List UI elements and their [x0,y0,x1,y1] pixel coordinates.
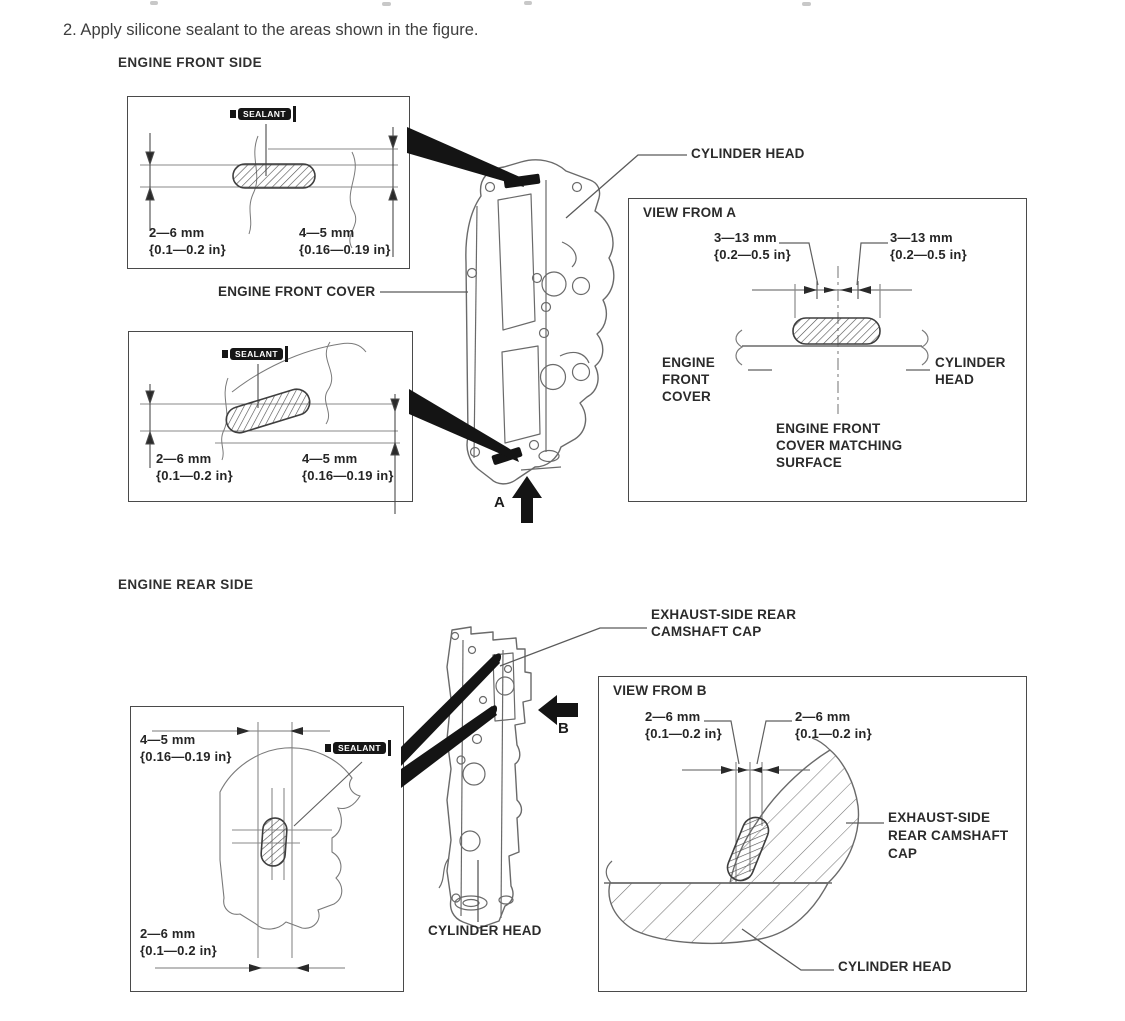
sealant-badge-label: SEALANT [230,348,283,361]
instruction-step-text: 2. Apply silicone sealant to the areas shown in the figure. [63,21,479,39]
dim-value-in: {0.16—0.19 in} [299,242,391,257]
dim-value: 4—5 mm [140,732,196,747]
callout-line: HEAD [935,372,975,387]
dim-value-in: {0.1—0.2 in} [795,726,872,741]
clipped-text-fragment [382,2,391,6]
callout-line: SURFACE [776,455,842,470]
dim-value: 4—5 mm [302,451,358,466]
callout-line: FRONT [662,372,710,387]
sealant-nozzle-icon [222,350,228,358]
engine-front-cover-callout: ENGINE FRONT COVER [218,284,376,299]
camshaft-cap-callout [888,809,1008,863]
engine-front-cover-callout [662,354,715,405]
sealant-tube-icon [222,346,288,362]
dim-value: 2—6 mm [795,709,851,724]
view-arrow-label-a: A [494,494,505,511]
sealant-badge-label: SEALANT [333,742,386,755]
clipped-text-fragment [802,2,811,6]
callout-line: ENGINE [662,355,715,370]
view-a-title: VIEW FROM A [643,205,737,220]
dim-value-in: {0.1—0.2 in} [645,726,722,741]
dim-value-in: {0.2—0.5 in} [714,247,791,262]
dim-value: 2—6 mm [156,451,212,466]
sealant-endbar-icon [285,346,288,362]
callout-line: EXHAUST-SIDE REAR [651,607,797,622]
sealant-endbar-icon [293,106,296,122]
cylinder-head-callout: CYLINDER HEAD [428,923,542,938]
dim-value-in: {0.2—0.5 in} [890,247,967,262]
callout-line: COVER [662,389,712,404]
callout-line: REAR CAMSHAFT [888,828,1009,843]
cylinder-head-callout: CYLINDER HEAD [838,959,952,974]
dim-value-in: {0.1—0.2 in} [140,943,217,958]
callout-line: CYLINDER [935,355,1006,370]
callout-line: COVER MATCHING [776,438,903,453]
dim-value: 4—5 mm [299,225,355,240]
cylinder-head-callout [935,354,1006,388]
dim-value-in: {0.16—0.19 in} [302,468,394,483]
sealant-tube-icon [230,106,296,122]
view-arrow-label-b: B [558,720,569,737]
dim-value: 2—6 mm [140,926,196,941]
cylinder-head-callout: CYLINDER HEAD [691,146,805,161]
dim-value: 2—6 mm [645,709,701,724]
dim-value: 3—13 mm [890,230,953,245]
callout-line: ENGINE FRONT [776,421,881,436]
callout-line: CAMSHAFT CAP [651,624,762,639]
matching-surface-callout [776,420,902,471]
sealant-tube-icon [325,740,391,756]
dim-value: 3—13 mm [714,230,777,245]
dim-value-in: {0.1—0.2 in} [149,242,226,257]
camshaft-cap-callout [651,606,796,640]
callout-line: EXHAUST-SIDE [888,810,991,825]
rear-section-title: ENGINE REAR SIDE [118,577,254,592]
callout-line: CAP [888,846,918,861]
dim-value-in: {0.1—0.2 in} [156,468,233,483]
sealant-endbar-icon [388,740,391,756]
sealant-nozzle-icon [230,110,236,118]
dim-value: 2—6 mm [149,225,205,240]
front-section-title: ENGINE FRONT SIDE [118,55,263,70]
clipped-text-fragment [524,1,532,5]
sealant-nozzle-icon [325,744,331,752]
sealant-badge-label: SEALANT [238,108,291,121]
clipped-text-fragment [150,1,158,5]
dim-value-in: {0.16—0.19 in} [140,749,232,764]
view-b-title: VIEW FROM B [613,683,707,698]
